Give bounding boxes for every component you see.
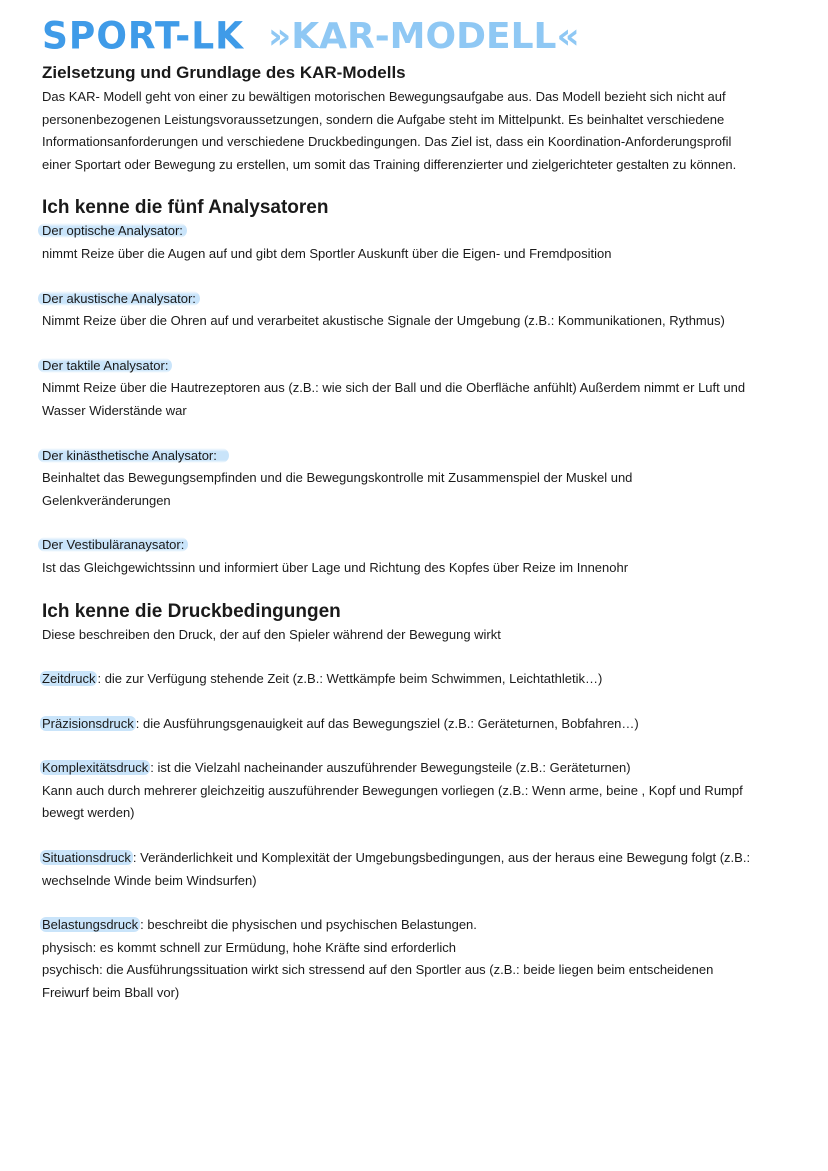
header-sport-lk: SPORT-LK <box>42 14 245 59</box>
druck-term: Präzisionsdruck <box>42 715 134 731</box>
analysator-title: Der Vestibuläranaysator: <box>38 537 188 552</box>
druck-text: physisch: es kommt schnell zur Ermüdung, hohe Kräfte sind erforderlich <box>42 939 457 955</box>
intro-heading: Zielsetzung und Grundlage des KAR-Modells <box>42 63 406 82</box>
druck-item <box>42 668 802 691</box>
druck-desc: : die zur Verfügung stehende Zeit (z.B.: Wettkämpfe beim Schwimmen, Leichtathletik…) <box>97 671 603 687</box>
druck-term: Zeitdruck <box>42 671 96 687</box>
analysator-title: Der kinästhetische Analysator: <box>38 448 229 463</box>
druck-item <box>42 713 802 736</box>
intro-line: Das KAR- Modell geht von einer zu bewältigen motorischen Bewegungsaufgabe aus. Das Modell bezieht sich nicht auf <box>42 89 726 104</box>
druck-item <box>42 914 802 1004</box>
analysator-text: Nimmt Reize über die Hautrezeptoren aus (z.B.: wie sich der Ball und die Oberfläche anfühlt) Außerdem nimmt er Luft und <box>42 380 746 396</box>
druck-heading: Ich kenne die Druckbedingungen <box>42 600 341 622</box>
analysator-item <box>42 534 802 579</box>
druck-intro: Diese beschreiben den Druck, der auf den Spieler während der Bewegung wirkt <box>42 626 501 642</box>
intro-line: personenbezogenen Leistungsvoraussetzungen, sondern die Aufgabe steht im Mittelpunkt. Es beinhaltet verschiedene <box>42 111 725 127</box>
handwritten-header <box>42 14 802 62</box>
header-kar-modell: »KAR-MODELL« <box>268 16 580 57</box>
analysator-item <box>42 288 802 333</box>
druck-desc: : ist die Vielzahl nacheinander auszuführender Bewegungsteile (z.B.: Geräteturnen) <box>150 760 631 776</box>
druck-item <box>42 757 802 825</box>
analysator-item <box>42 445 802 513</box>
intro-paragraph <box>42 86 802 176</box>
analysator-item <box>42 220 802 265</box>
druck-text: Freiwurf beim Bball vor) <box>42 985 180 1001</box>
analysator-text: nimmt Reize über die Augen auf und gibt dem Sportler Auskunft über die Eigen- und Fremdposition <box>42 245 612 261</box>
analysator-text: Nimmt Reize über die Ohren auf und verarbeitet akustische Signale der Umgebung (z.B.: Kommunikationen, Rythmus) <box>42 313 725 329</box>
druck-text: wechselnde Winde beim Windsurfen) <box>42 872 257 888</box>
druck-item <box>42 847 802 892</box>
druck-text: psychisch: die Ausführungssituation wirkt sich stressend auf den Sportler aus (z.B.: beide liegen beim entscheidenen <box>42 962 714 978</box>
intro-line: Informationsanforderungen und verschiedene Druckbedingungen. Das Ziel ist, dass ein Koordination-Anforderungsprofil <box>42 134 732 150</box>
analysator-title: Der akustische Analysator: <box>38 291 200 306</box>
druck-desc: : beschreibt die physischen und psychischen Belastungen. <box>140 917 477 933</box>
druck-desc: : Veränderlichkeit und Komplexität der Umgebungsbedingungen, aus der heraus eine Bewegung folgt (z.B.: <box>132 850 751 866</box>
analysatoren-heading: Ich kenne die fünf Analysatoren <box>42 197 329 219</box>
analysator-text: Beinhaltet das Bewegungsempfinden und die Bewegungskontrolle mit Zusammenspiel der Muskel und <box>42 470 633 486</box>
analysator-title: Der optische Analysator: <box>38 223 187 238</box>
document-page <box>42 14 802 1005</box>
analysator-title: Der taktile Analysator: <box>38 358 172 373</box>
druck-text: Kann auch durch mehrerer gleichzeitig auszuführender Bewegungen vorliegen (z.B.: Wenn arme, beine , Kopf und Rumpf <box>42 782 743 798</box>
analysator-text: Gelenkveränderungen <box>42 492 171 508</box>
druck-desc: : die Ausführungsgenauigkeit auf das Bewegungsziel (z.B.: Geräteturnen, Bobfahren…) <box>135 715 639 731</box>
intro-line: einer Sportart oder Bewegung zu erstellen, um somit das Training differenzierter und zielgerichteter gestalten zu können. <box>42 156 737 172</box>
druck-term: Situationsdruck <box>42 850 131 866</box>
analysator-item <box>42 355 802 423</box>
druck-term: Komplexitätsdruck <box>42 760 149 776</box>
analysator-text: Ist das Gleichgewichtssinn und informiert über Lage und Richtung des Kopfes über Reize im Innenohr <box>42 559 629 575</box>
analysator-text: Wasser Widerstände war <box>42 402 187 418</box>
druck-term: Belastungsdruck <box>42 917 139 933</box>
druck-text: bewegt werden) <box>42 805 135 821</box>
